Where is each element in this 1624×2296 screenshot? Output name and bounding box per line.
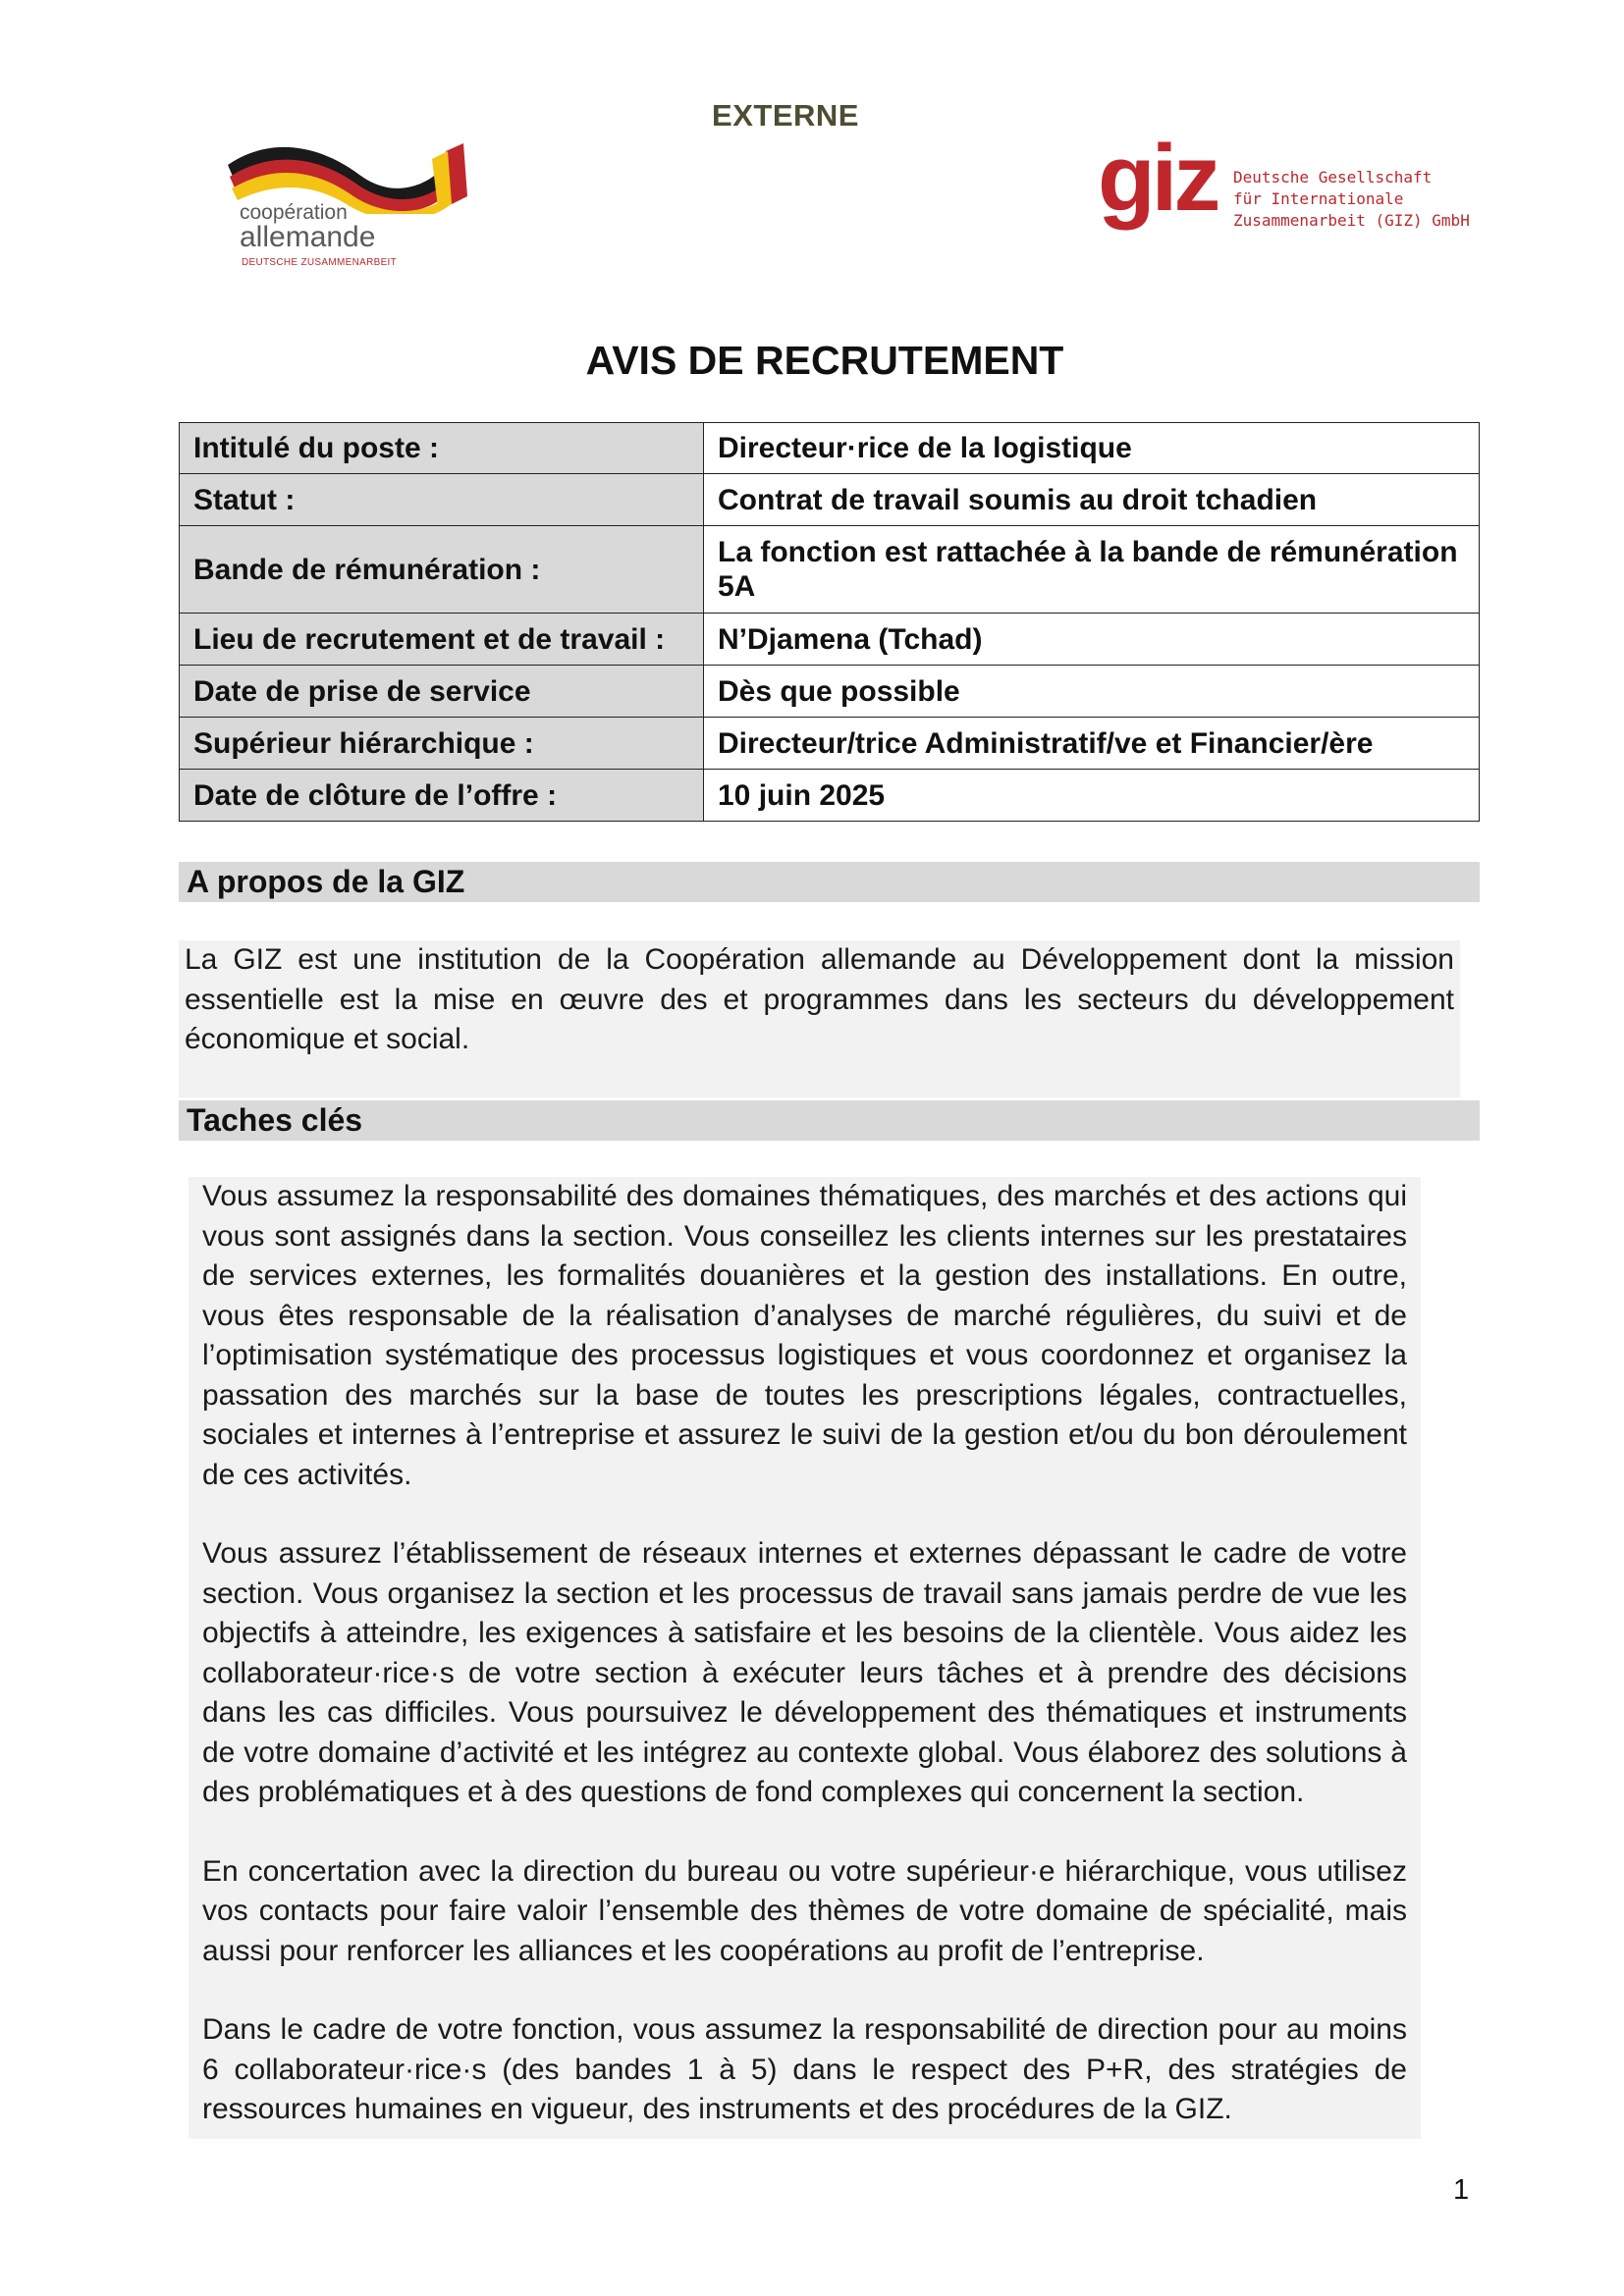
document-title: AVIS DE RECRUTEMENT [585,338,1064,383]
row-value: Dès que possible [704,666,1480,718]
table-row [180,770,1480,822]
section-heading-about: A propos de la GIZ [179,862,1480,902]
row-label: Statut : [180,474,704,526]
row-value: La fonction est rattachée à la bande de rémunération 5A [704,526,1480,614]
row-value: N’Djamena (Tchad) [704,614,1480,666]
job-info-table [179,422,1480,822]
row-value: Directeur·rice de la logistique [704,423,1480,474]
giz-full-name [1233,167,1470,232]
row-label: Supérieur hiérarchique : [180,718,704,770]
table-row [180,526,1480,614]
row-label: Date de prise de service [180,666,704,718]
taches-paragraph: Dans le cadre de votre fonction, vous assumez la responsabilité de direction pour au moins 6 collaborateur·rice·s (des bandes 1 à 5) dans le respect des P+R, des stratégies de ressources humaines en vigueur, des instruments et des procédures de la GIZ. [202,2013,1407,2125]
taches-paragraph: En concertation avec la direction du bureau ou votre supérieur·e hiérarchique, vous utilisez vos contacts pour faire valoir l’ensemble des thèmes de votre domaine de spécialité, mais aussi pour renforcer les alliances et les coopérations au profit de l’entreprise. [202,1854,1407,1967]
giz-name-line-2: für Internationale [1233,189,1404,208]
row-label: Intitulé du poste : [180,423,704,474]
logo-text-deutsche-zusammenarbeit: DEUTSCHE ZUSAMMENARBEIT [242,257,398,268]
row-label: Date de clôture de l’offre : [180,770,704,822]
logo-text-cooperation: coopération [240,201,348,224]
taches-content [189,1177,1421,2139]
row-label: Bande de rémunération : [180,526,704,614]
cooperation-allemande-logo [222,135,467,273]
logo-text-allemande: allemande [240,221,376,253]
classification-label: EXTERNE [712,98,859,133]
giz-wordmark: giz [1098,126,1218,231]
table-row [180,474,1480,526]
section-heading-taches: Taches clés [179,1100,1480,1141]
giz-logo [1098,126,1490,257]
table-row [180,614,1480,666]
table-row [180,666,1480,718]
table-row [180,718,1480,770]
giz-name-line-3: Zusammenarbeit (GIZ) GmbH [1233,211,1470,230]
row-value: 10 juin 2025 [704,770,1480,822]
about-paragraph: La GIZ est une institution de la Coopération allemande au Développement dont la mission essentielle est la mise en œuvre des et programmes dans les secteurs du développement économique et social. [179,940,1460,1097]
taches-paragraph: Vous assumez la responsabilité des domaines thématiques, des marchés et des actions qui vous sont assignés dans la section. Vous conseillez les clients internes sur les prestataires de services externes, les formalités douanières et la gestion des installations. En outre, vous êtes responsable de la réalisation d’analyses de marché régulières, du suivi et de l’optimisation systématique des processus logistiques et vous coordonnez et organisez la passation des marchés sur la base de toutes les prescriptions légales, contractuelles, sociales et internes à l’entreprise et assurez le suivi de la gestion et/ou du bon déroulement de ces activités. [202,1180,1407,1491]
page-number: 1 [1453,2174,1470,2206]
table-row [180,423,1480,474]
taches-paragraph: Vous assurez l’établissement de réseaux internes et externes dépassant le cadre de votre section. Vous organisez la section et les processus de travail sans jamais perdre de vue les objectifs à atteindre, les exigences à satisfaire et les besoins de la clientèle. Vous aidez les collaborateur·rice·s de votre section à exécuter leurs tâches et à prendre des décisions dans les cas difficiles. Vous poursuivez le développement des thématiques et instruments de votre domaine d’activité et les intégrez au contexte global. Vous élaborez des solutions à des problématiques et à des questions de fond complexes qui concernent la section. [202,1537,1407,1808]
row-label: Lieu de recrutement et de travail : [180,614,704,666]
giz-name-line-1: Deutsche Gesellschaft [1233,168,1433,187]
row-value: Directeur/trice Administratif/ve et Financier/ère [704,718,1480,770]
row-value: Contrat de travail soumis au droit tchadien [704,474,1480,526]
